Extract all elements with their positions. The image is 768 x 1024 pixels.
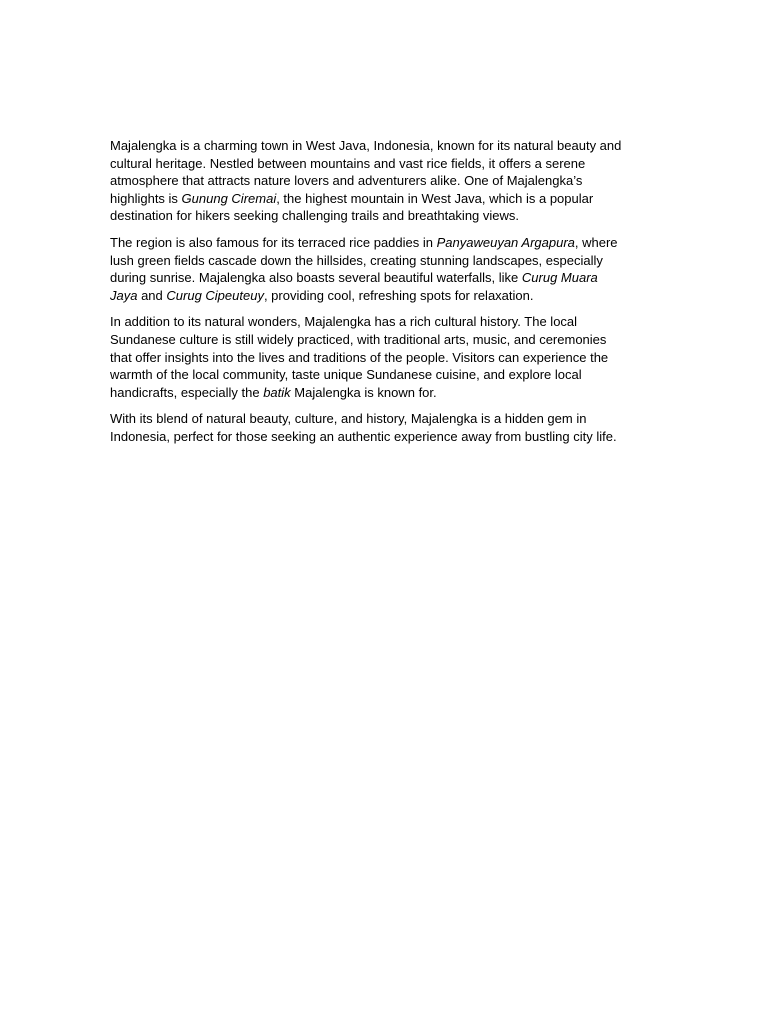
- paragraph-4-text-1: With its blend of natural beauty, culture, and history, Majalengka is a hidden gem in Indonesia, perfect for those seeking an authentic experience away from bustling city life.: [110, 411, 617, 444]
- paragraph-2-text-3: and: [137, 287, 167, 303]
- paragraph-2: [110, 234, 624, 304]
- paragraph-1-text-2: , the highest mountain in West Java, which is a popular destination for hikers seeking challenging trails and breathtaking views.: [110, 190, 594, 224]
- paragraph-3-italic-batik: batik: [263, 384, 291, 400]
- paragraph-4: [110, 410, 624, 445]
- paragraph-2-text-4: , providing cool, refreshing spots for relaxation.: [263, 287, 534, 303]
- paragraph-1-italic-gunung-ciremai: Gunung Ciremai: [181, 190, 277, 206]
- paragraph-1-text-1: Majalengka is a charming town in West Java, Indonesia, known for its natural beauty and cultural heritage. Nestled between mountains and vast rice fields, it offers a serene atmosphere that attracts nature lovers and adventurers alike. One of Majalengka’s highlights is: [110, 138, 622, 206]
- paragraph-2-text-1: The region is also famous for its terraced rice paddies in: [110, 234, 437, 250]
- paragraph-1: [110, 137, 624, 225]
- paragraph-2-text-2: , where lush green fields cascade down the hillsides, creating stunning landscapes, especially during sunrise. Majalengka also boasts several beautiful waterfalls, like: [110, 234, 618, 286]
- paragraph-2-italic-curug-muara-jaya: Curug Muara Jaya: [110, 270, 598, 303]
- paragraph-2-italic-panyaweuyan-argapura: Panyaweuyan Argapura: [436, 234, 575, 250]
- paragraph-2-italic-curug-cipeuteuy: Curug Cipeuteuy: [166, 287, 264, 303]
- paragraph-3: [110, 313, 624, 401]
- paragraph-3-text-1: In addition to its natural wonders, Majalengka has a rich cultural history. The local Sundanese culture is still widely practiced, with traditional arts, music, and ceremonies that offer insights into the lives and traditions of the people. Visitors can experience the warmth of the local community, taste unique Sundanese cuisine, and explore local handicrafts, especially the: [110, 314, 609, 400]
- paragraph-3-text-2: Majalengka is known for.: [290, 384, 437, 400]
- document-body: [110, 137, 624, 455]
